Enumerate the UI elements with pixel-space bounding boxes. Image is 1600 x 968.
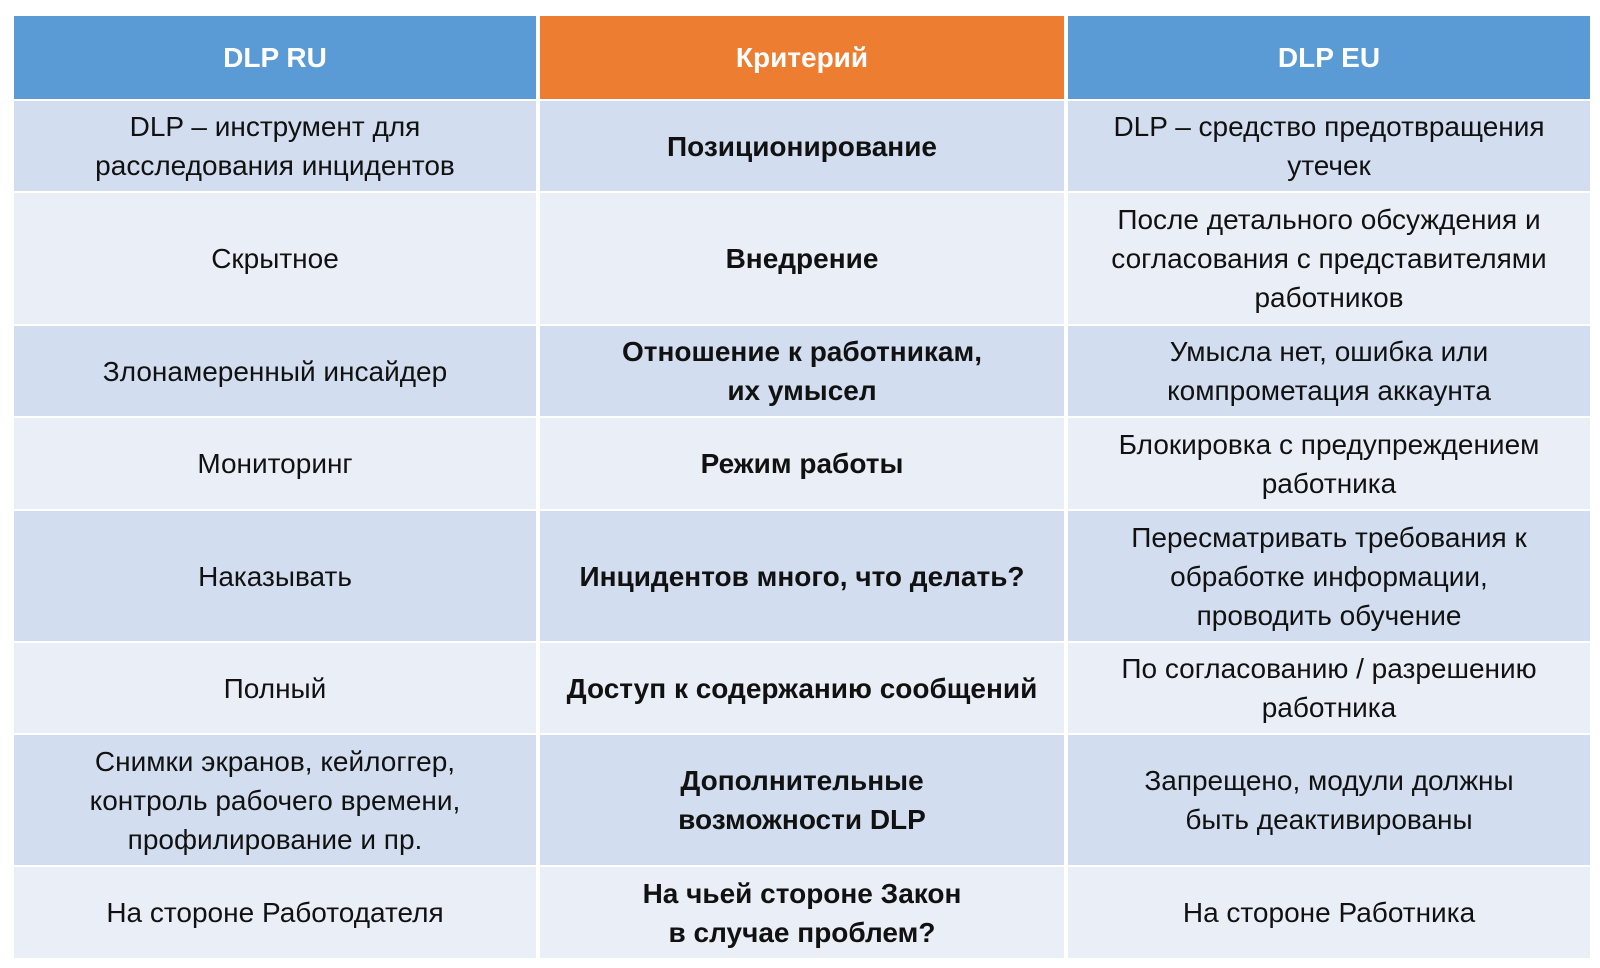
- row-1-criterion: Позиционирование: [540, 101, 1064, 191]
- row-7-ru: Снимки экранов, кейлоггер, контроль рабочего времени, профилирование и пр.: [14, 735, 536, 865]
- row-1-ru: DLP – инструмент для расследования инцидентов: [14, 101, 536, 191]
- row-7-criterion: Дополнительные возможности DLP: [540, 735, 1064, 865]
- row-4-criterion: Режим работы: [540, 418, 1064, 509]
- row-2-eu: После детального обсуждения и согласования с представителями работников: [1068, 193, 1590, 324]
- header-dlp-ru: DLP RU: [14, 16, 536, 99]
- comparison-table: [14, 16, 1590, 950]
- row-5-ru: Наказывать: [14, 511, 536, 641]
- row-1-eu: DLP – средство предотвращения утечек: [1068, 101, 1590, 191]
- row-4-eu: Блокировка с предупреждением работника: [1068, 418, 1590, 509]
- header-dlp-eu: DLP EU: [1068, 16, 1590, 99]
- row-2-ru: Скрытное: [14, 193, 536, 324]
- row-5-criterion: Инцидентов много, что делать?: [540, 511, 1064, 641]
- row-6-ru: Полный: [14, 643, 536, 733]
- header-criterion: Критерий: [540, 16, 1064, 99]
- row-2-criterion: Внедрение: [540, 193, 1064, 324]
- row-3-eu: Умысла нет, ошибка или компрометация аккаунта: [1068, 326, 1590, 416]
- row-7-eu: Запрещено, модули должны быть деактивированы: [1068, 735, 1590, 865]
- row-5-eu: Пересматривать требования к обработке информации, проводить обучение: [1068, 511, 1590, 641]
- row-3-ru: Злонамеренный инсайдер: [14, 326, 536, 416]
- row-8-ru: На стороне Работодателя: [14, 867, 536, 958]
- row-6-criterion: Доступ к содержанию сообщений: [540, 643, 1064, 733]
- row-6-eu: По согласованию / разрешению работника: [1068, 643, 1590, 733]
- row-4-ru: Мониторинг: [14, 418, 536, 509]
- row-3-criterion: Отношение к работникам, их умысел: [540, 326, 1064, 416]
- row-8-eu: На стороне Работника: [1068, 867, 1590, 958]
- row-8-criterion: На чьей стороне Закон в случае проблем?: [540, 867, 1064, 958]
